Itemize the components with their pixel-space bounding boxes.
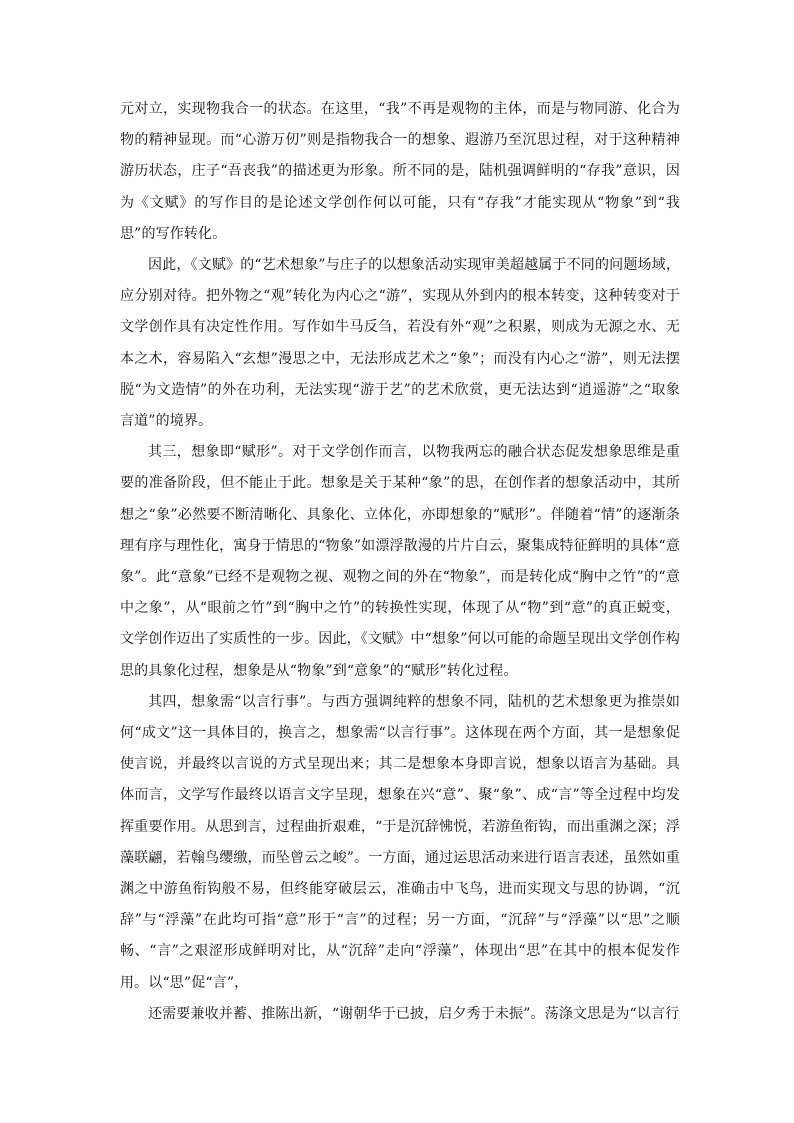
paragraph-5: 还需要兼收并蓄、推陈出新，“谢朝华于已披，启夕秀于未振”。荡涤文思是为“以言行 xyxy=(148,1005,680,1022)
article-body xyxy=(120,94,680,1030)
paragraph-3: 其三，想象即“赋形”。对于文学创作而言，以物我两忘的融合状态促发想象思维是重要的准备阶段，但不能止于此。想象是关于某种“象”的思，在创作者的想象活动中，其所想之“象”必然要不断清晰化、具象化、立体化，亦即想象的“赋形”。伴随着“情”的逐渐条理有序与理性化，寓身于情思的“物象”如漂浮散漫的片片白云，聚集成特征鲜明的具体“意象”。此“意象”已经不是观物之视、观物之间的外在“物象”，而是转化成“胸中之竹”的“意中之象”，从“眼前之竹”到“胸中之竹”的转换性实现，体现了从“物”到“意”的真正蜕变，文学创作迈出了实质性的一步。因此，《文赋》中“想象”何以可能的命题呈现出文学创作构思的具象化过程，想象是从“物象”到“意象”的“赋形”转化过程。 xyxy=(120,444,680,679)
paragraph-1: 元对立，实现物我合一的状态。在这里，“我”不再是观物的主体，而是与物同游、化合为物的精神显现。而“心游万仞”则是指物我合一的想象、遐游乃至沉思过程，对于这种精神游历状态，庄子“吾丧我”的描述更为形象。所不同的是，陆机强调鲜明的“存我”意识，因为《文赋》的写作目的是论述文学创作何以可能，只有“存我”才能实现从“物象”到“我思”的写作转化。 xyxy=(120,101,680,242)
paragraph-2: 因此，《文赋》的“艺术想象”与庄子的以想象活动实现审美超越属于不同的问题场域，应分别对待。把外物之“观”转化为内心之“游”，实现从外到内的根本转变，这种转变对于文学创作具有决定性作用。写作如牛马反刍，若没有外“观”之积累，则成为无源之水、无本之木，容易陷入“玄想”漫思之中，无法形成艺术之“象”；而没有内心之“游”，则无法摆脱“为文造情”的外在功利，无法实现“游于艺”的艺术欣赏，更无法达到“逍遥游”之“取象言道”的境界。 xyxy=(120,257,680,430)
paragraph-4: 其四，想象需“以言行事”。与西方强调纯粹的想象不同，陆机的艺术想象更为推崇如何“成文”这一具体目的，换言之，想象需“以言行事”。这体现在两个方面，其一是想象促使言说，并最终以言说的方式呈现出来；其二是想象本身即言说，想象以语言为基础。具体而言，文学写作最终以语言文字呈现，想象在兴“意”、聚“象”、成“言”等全过程中均发挥重要作用。从思到言，过程曲折艰难，“于是沉辞怫悦，若游鱼衔钩，而出重渊之深；浮藻联翩，若翰鸟缨缴，而坠曾云之峻”。一方面，通过运思活动来进行语言表述，虽然如重渊之中游鱼衔钩般不易，但终能穿破层云，准确击中飞鸟，进而实现文与思的协调，“沉辞”与“浮藻”在此均可指“意”形于“言”的过程；另一方面，“沉辞”与“浮藻”以“思”之顺畅、“言”之艰涩形成鲜明对比，从“沉辞”走向“浮藻”，体现出“思”在其中的根本促发作用。以“思”促“言”， xyxy=(120,693,680,991)
